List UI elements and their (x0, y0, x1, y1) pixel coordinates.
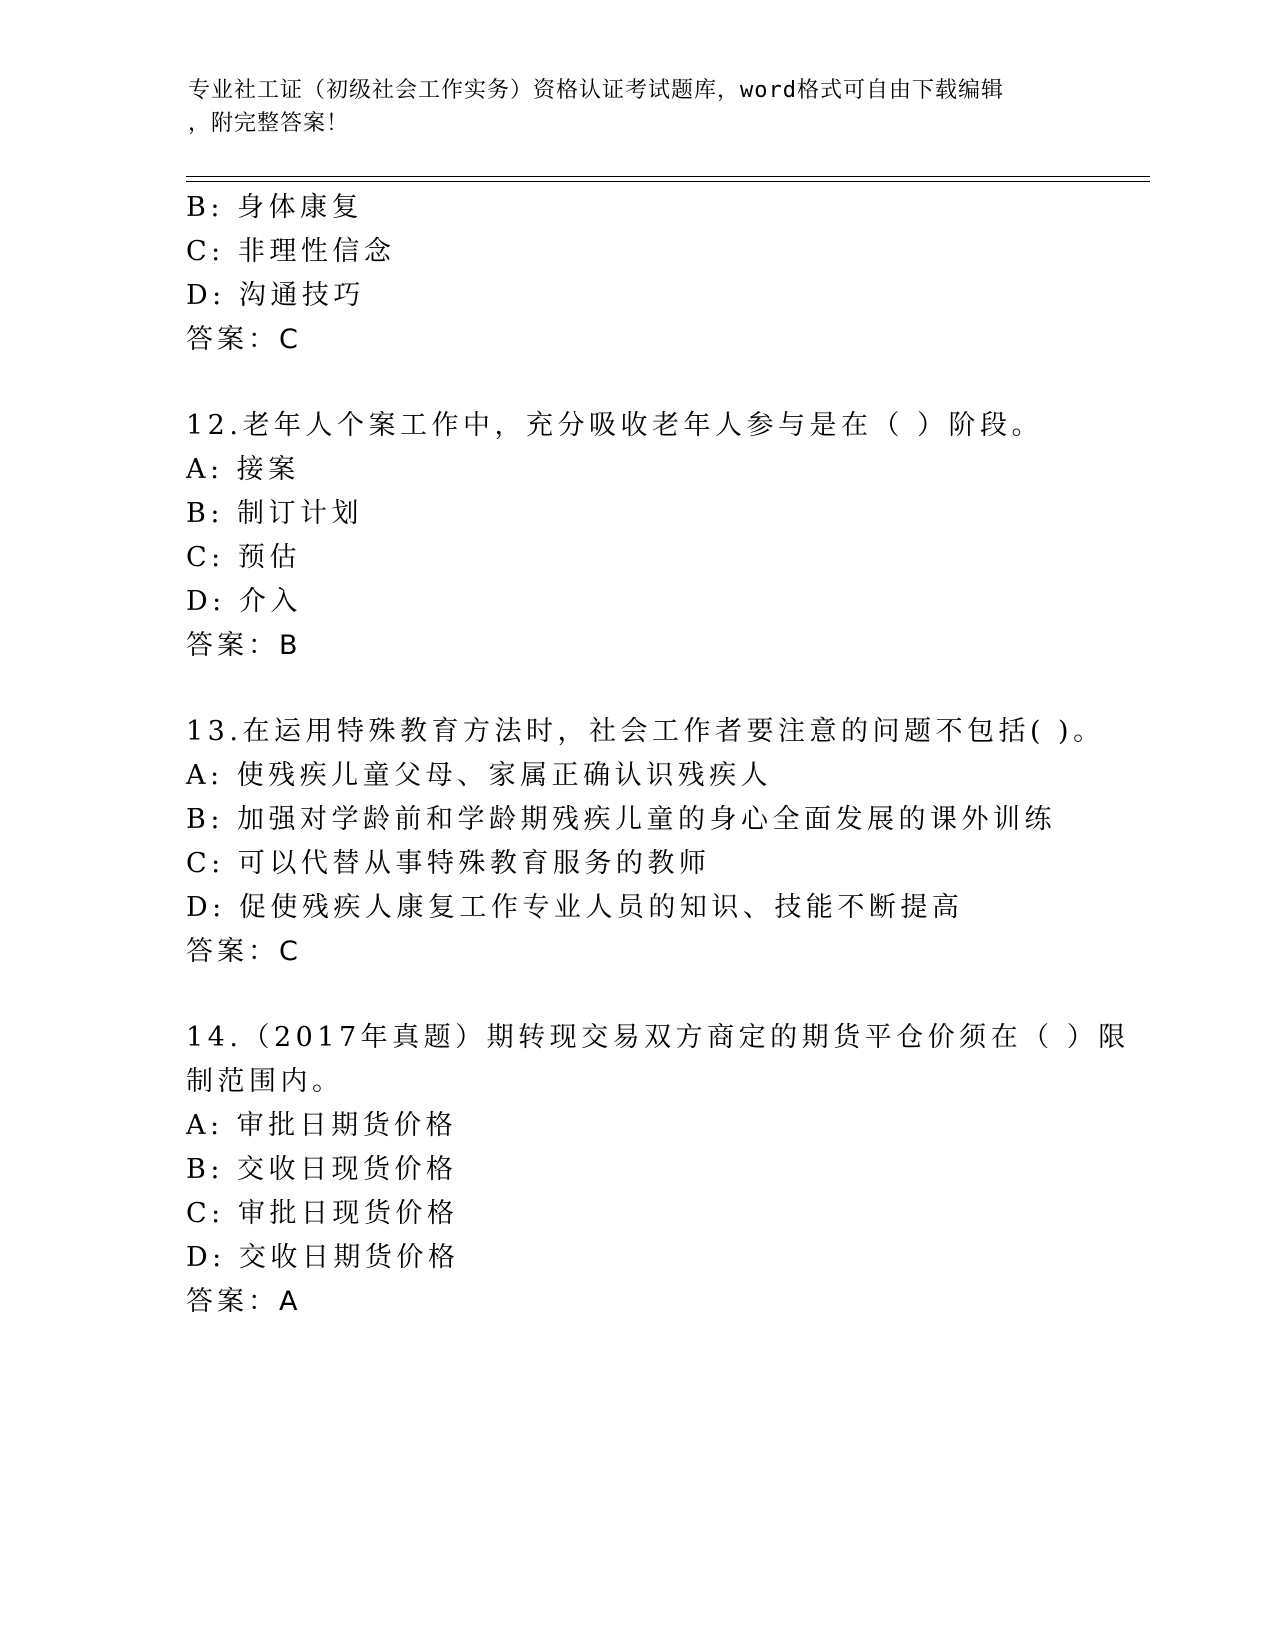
q13-option-c: C: 可以代替从事特殊教育服务的教师 (186, 848, 711, 879)
q13-option-b: B: 加强对学龄前和学龄期残疾儿童的身心全面发展的课外训练 (186, 804, 1057, 835)
q13-option-d: D: 促使残疾人康复工作专业人员的知识、技能不断提高 (186, 892, 964, 923)
q12-option-c: C: 预估 (186, 542, 301, 573)
q11-option-b: B: 身体康复 (186, 192, 364, 223)
header-line-2: ，附完整答案！ (188, 111, 350, 136)
q14-option-a: A: 审批日期货价格 (186, 1110, 458, 1141)
q11-option-c: C: 非理性信念 (186, 236, 396, 267)
q12-option-d: D: 介入 (186, 586, 302, 617)
q14-stem-line-1: 14.（2017年真题）期转现交易双方商定的期货平仓价须在（ ）限 (186, 1022, 1130, 1053)
header-line-1: 专业社工证（初级社会工作实务）资格认证考试题库，word格式可自由下载编辑 (188, 78, 1004, 103)
q13-option-a: A: 使残疾儿童父母、家属正确认识残疾人 (186, 760, 773, 791)
q14-option-c: C: 审批日现货价格 (186, 1198, 459, 1229)
document-header (188, 74, 1068, 140)
header-divider-top (186, 176, 1150, 177)
q12-stem: 12.老年人个案工作中，充分吸收老年人参与是在（ ）阶段。 (186, 410, 1044, 441)
q12-answer: 答案：B (186, 630, 302, 661)
header-divider-bottom (186, 181, 1150, 182)
q11-answer: 答案：C (186, 324, 302, 355)
q14-stem-line-2: 制范围内。 (186, 1066, 344, 1097)
q11-option-d: D: 沟通技巧 (186, 280, 365, 311)
q14-option-b: B: 交收日现货价格 (186, 1154, 458, 1185)
q13-answer: 答案：C (186, 936, 302, 967)
q12-option-b: B: 制订计划 (186, 498, 364, 529)
q13-stem: 13.在运用特殊教育方法时，社会工作者要注意的问题不包括( )。 (186, 716, 1105, 747)
q14-answer: 答案：A (186, 1286, 302, 1317)
q14-option-d: D: 交收日期货价格 (186, 1242, 460, 1273)
q12-option-a: A: 接案 (186, 454, 300, 485)
